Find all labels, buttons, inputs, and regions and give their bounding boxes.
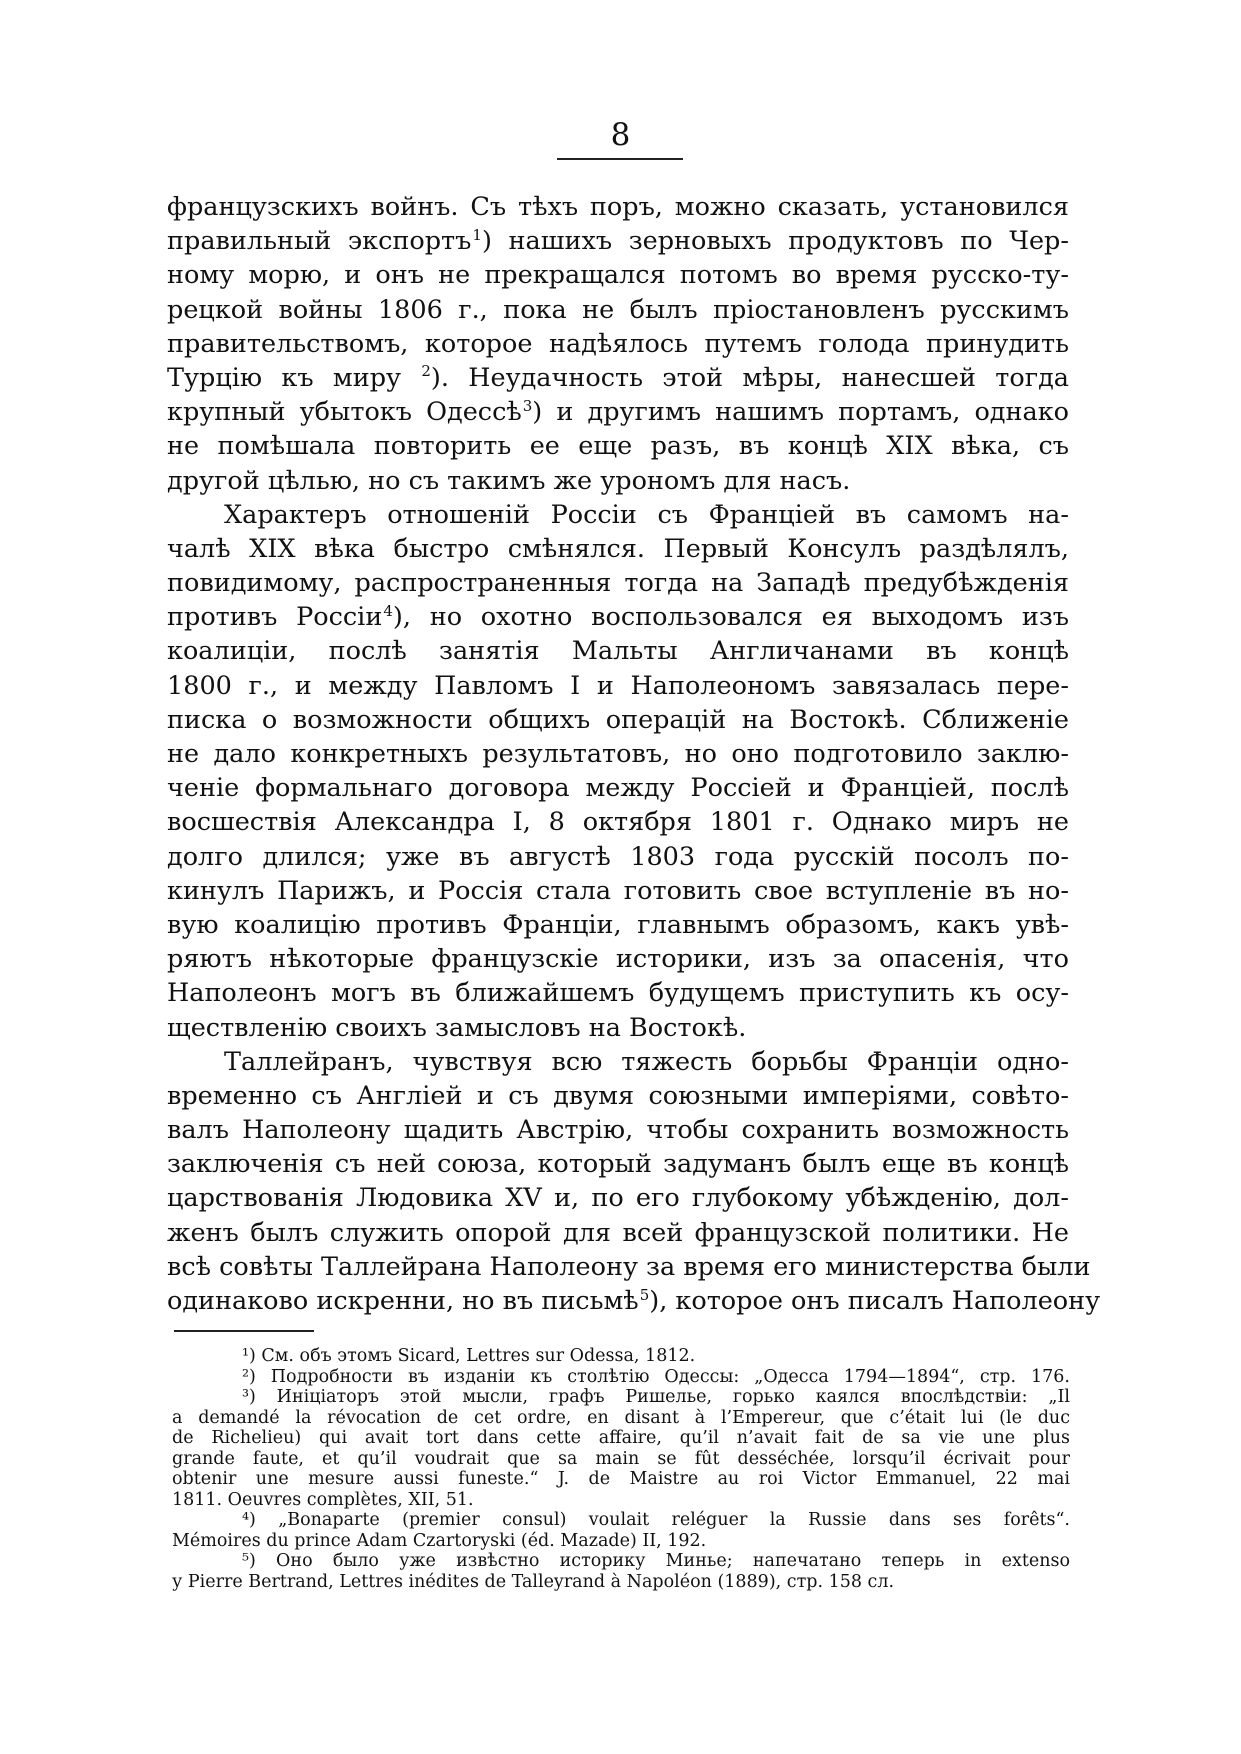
- text-segment: не дало конкретныхъ результатовъ, но оно подготовило заклю-: [167, 739, 1069, 769]
- footnote-line: a demandé la révocation de cet ordre, en disant à l’Empereur, que c’était lui (le duc: [172, 1407, 1070, 1428]
- text-segment: ) нашихъ зерновыхъ продуктовъ по Чер-: [481, 226, 1070, 257]
- text-line: [167, 942, 1069, 976]
- text-segment: царствованія Людовика XV и, по его глубокому убѣжденію, дол-: [167, 1183, 1069, 1214]
- text-line: [167, 498, 1069, 532]
- text-line: [167, 258, 1069, 292]
- text-segment: восшествія Александра I, 8 октября 1801 г. Однако миръ не: [167, 807, 1069, 838]
- footnote-line: ⁴) „Bonaparte (premier consul) voulait reléguer la Russie dans ses forêts“.: [242, 1510, 1070, 1530]
- text-line: [167, 976, 1069, 1010]
- text-line: [167, 737, 1069, 771]
- text-line: [167, 224, 1069, 258]
- header-rule: [557, 158, 683, 160]
- text-line: [167, 840, 1069, 874]
- text-segment: Турцію къ миру: [167, 362, 421, 393]
- footnotes: [172, 1346, 1070, 1592]
- footnote-line: Mémoires du prince Adam Czartoryski (éd. Mazade) II, 192.: [172, 1530, 707, 1551]
- text-segment: повидимому, распространенныя тогда на Западѣ предубѣжденія: [167, 568, 1069, 599]
- text-line: [167, 1216, 1069, 1250]
- text-segment: ), но охотно воспользовался ея выходомъ изъ: [392, 602, 1070, 633]
- text-segment: правильный экспортъ: [167, 226, 472, 257]
- footnote-line: ⁵) Оно было уже извѣстно историку Минье; напечатано теперь in extenso: [242, 1551, 1070, 1571]
- text-segment: не помѣшала повторить ее еще разъ, въ концѣ XIX вѣка, съ: [167, 431, 1069, 462]
- footnote-reference: 4: [383, 601, 393, 620]
- text-line: [167, 395, 1069, 429]
- text-segment: другой цѣлью, но съ такимъ же урономъ для насъ.: [167, 465, 851, 496]
- footnote-reference: 3: [522, 396, 533, 415]
- text-segment: французскихъ войнъ. Съ тѣхъ поръ, можно сказать, установился: [167, 192, 1069, 222]
- text-segment: Характеръ отношеній Россіи съ Франціей въ самомъ на-: [224, 499, 1069, 530]
- text-line: [167, 1181, 1069, 1215]
- text-segment: крупный убытокъ Одессѣ: [167, 397, 522, 428]
- text-line: [167, 771, 1069, 805]
- text-line: [167, 908, 1069, 942]
- text-line: [167, 429, 1069, 463]
- text-segment: временно съ Англіей и съ двумя союзными имперіями, совѣто-: [167, 1080, 1069, 1111]
- text-segment: Таллейранъ, чувствуя всю тяжесть борьбы Франціи одно-: [224, 1046, 1069, 1077]
- text-line: [167, 703, 1069, 737]
- text-line: [167, 669, 1069, 703]
- footnote-line: ³) Инiціаторъ этой мысли, графъ Ришелье, горько каялся впослѣдствіи: „Il: [242, 1387, 1070, 1407]
- text-line: [167, 1284, 1101, 1318]
- text-segment: ществленію своихъ замысловъ на Востокѣ.: [167, 1012, 747, 1043]
- text-segment: женъ былъ служить опорой для всей французской политики. Не: [167, 1217, 1069, 1248]
- footnote-line: ¹) См. объ этомъ Sicard, Lettres sur Odessa, 1812.: [242, 1346, 696, 1366]
- text-segment: коалиціи, послѣ занятія Мальты Англичанами въ концѣ: [167, 636, 1069, 667]
- footnote-reference: 1: [472, 225, 482, 244]
- text-line: [167, 566, 1069, 600]
- text-line: [167, 1045, 1069, 1079]
- text-segment: долго длился; уже въ августѣ 1803 года русскій посолъ по-: [167, 841, 1069, 872]
- text-segment: заключенія съ ней союза, который задуманъ былъ еще въ концѣ: [167, 1149, 1069, 1180]
- text-segment: ). Неудачность этой мѣры, нанесшей тогда: [430, 362, 1069, 393]
- text-segment: вую коалицію противъ Франціи, главнымъ образомъ, какъ увѣ-: [167, 909, 1069, 940]
- text-segment: рецкой войны 1806 г., пока не былъ пріостановленъ русскимъ: [167, 294, 1069, 325]
- text-segment: одинаково искренни, но въ письмѣ: [167, 1286, 639, 1316]
- text-line: [167, 1079, 1069, 1113]
- text-line: [167, 190, 1069, 224]
- text-segment: ряютъ нѣкоторые французскіе историки, изъ за опасенія, что: [167, 944, 1069, 975]
- text-segment: ) и другимъ нашимъ портамъ, однако: [532, 397, 1069, 428]
- footnote-line: у Pierre Bertrand, Lettres inédites de Talleyrand à Napoléon (1889), стр. 158 сл.: [172, 1571, 895, 1592]
- footnote-line: grande faute, et qu’il voudrait que sa main se fût desséchée, lorsqu’il écrivait pour: [172, 1448, 1070, 1469]
- text-line: [167, 1147, 1069, 1181]
- text-segment: чалѣ XIX вѣка быстро смѣнялся. Первый Консулъ раздѣлялъ,: [167, 533, 1069, 564]
- text-segment: кинулъ Парижъ, и Россія стала готовить свое вступленіе въ но-: [167, 875, 1069, 906]
- text-segment: противъ Россіи: [167, 602, 383, 633]
- footnote-line: 1811. Oeuvres complètes, XII, 51.: [172, 1489, 474, 1510]
- footnote-reference: 2: [421, 362, 431, 381]
- text-segment: всѣ совѣты Таллейрана Наполеону за время его министерства были: [167, 1251, 1091, 1282]
- text-segment: Наполеонъ могъ въ ближайшемъ будущемъ приступить къ осу-: [167, 978, 1069, 1009]
- page-number: 8: [610, 117, 631, 153]
- text-line: [167, 1113, 1069, 1147]
- text-segment: писка о возможности общихъ операцій на Востокѣ. Сближеніе: [167, 704, 1069, 735]
- text-segment: 1800 г., и между Павломъ I и Наполеономъ завязалась пере-: [167, 670, 1069, 701]
- footnote-line: obtenir une mesure aussi funeste.“ J. de Maistre au roi Victor Emmanuel, 22 mai: [172, 1469, 1070, 1489]
- text-line: [167, 1250, 1091, 1284]
- text-line: [167, 600, 1069, 634]
- text-line: [167, 634, 1069, 668]
- footnote-line: ²) Подробности въ изданіи къ столѣтію Одессы: „Одесса 1794—1894“, стр. 176.: [242, 1366, 1070, 1387]
- text-segment: валъ Наполеону щадить Австрію, чтобы сохранить возможность: [167, 1115, 1069, 1146]
- text-line: [167, 874, 1069, 908]
- text-segment: ченіе формальнаго договора между Россіей и Франціей, послѣ: [167, 773, 1069, 804]
- footnote-rule: [174, 1330, 314, 1332]
- text-line: [167, 361, 1069, 395]
- text-segment: ), которое онъ писалъ Наполеону: [649, 1286, 1101, 1316]
- text-line: [167, 293, 1069, 327]
- text-line: [167, 327, 1069, 361]
- text-line: [167, 464, 1069, 498]
- text-line: [167, 532, 1069, 566]
- footnote-line: de Richelieu) qui avait tort dans cette affaire, qu’il n’avait fait de sa vie une plus: [172, 1428, 1070, 1448]
- footnote-reference: 5: [639, 1285, 650, 1304]
- body-text: [167, 190, 1101, 1318]
- text-line: [167, 1011, 1069, 1045]
- text-segment: ному морю, и онъ не прекращался потомъ во время русско-ту-: [167, 260, 1069, 291]
- text-segment: правительствомъ, которое надѣялось путемъ голода принудить: [167, 328, 1069, 359]
- text-line: [167, 805, 1069, 839]
